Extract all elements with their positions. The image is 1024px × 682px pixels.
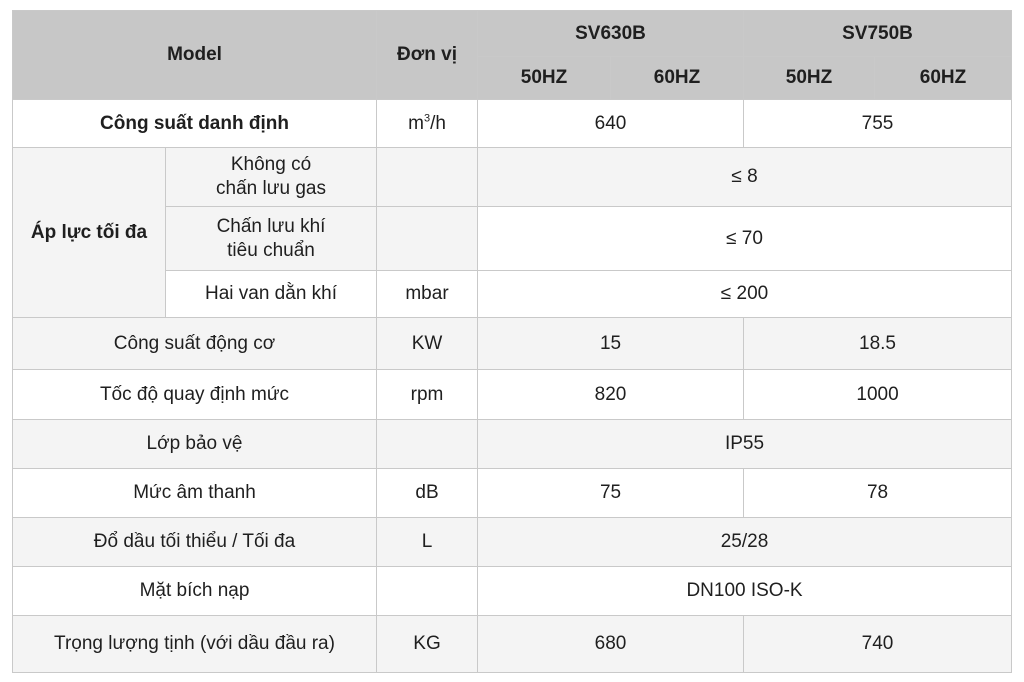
label-rated-capacity: Công suất danh định: [13, 100, 377, 148]
value-inlet-flange: DN100 ISO-K: [478, 567, 1012, 616]
label-motor-power: Công suất động cơ: [13, 318, 377, 370]
label-max-pressure: Áp lực tối đa: [13, 148, 166, 318]
unit-oil-fill: L: [377, 518, 478, 567]
row-noise-level: [13, 469, 1012, 518]
value-net-weight-sv630b: 680: [478, 616, 744, 673]
value-std-gas-ballast: ≤ 70: [478, 207, 1012, 271]
header-model: Model: [13, 11, 377, 100]
row-rated-capacity: [13, 100, 1012, 148]
header-freq-sv630b-60hz: 60HZ: [611, 57, 744, 100]
unit-std-gas-ballast: [377, 207, 478, 271]
header-freq-sv750b-50hz: 50HZ: [744, 57, 875, 100]
unit-inlet-flange: [377, 567, 478, 616]
unit-noise-level: dB: [377, 469, 478, 518]
row-max-pressure-no-ballast: [13, 148, 1012, 207]
header-row-models: [13, 11, 1012, 57]
value-rated-capacity-sv630b: 640: [478, 100, 744, 148]
value-net-weight-sv750b: 740: [744, 616, 1012, 673]
label-rated-speed: Tốc độ quay định mức: [13, 370, 377, 420]
unit-rated-speed: rpm: [377, 370, 478, 420]
label-two-ballast-valves: Hai van dằn khí: [166, 271, 377, 318]
label-std-gas-ballast: Chấn lưu khí tiêu chuẩn: [166, 207, 377, 271]
value-noise-level-sv750b: 78: [744, 469, 1012, 518]
label-noise-level: Mức âm thanh: [13, 469, 377, 518]
row-motor-power: [13, 318, 1012, 370]
spec-table: [12, 10, 1012, 673]
label-oil-fill: Đổ dầu tối thiểu / Tối đa: [13, 518, 377, 567]
header-unit: Đơn vị: [377, 11, 478, 100]
unit-protection-class: [377, 420, 478, 469]
label-net-weight: Trọng lượng tịnh (với dầu đầu ra): [13, 616, 377, 673]
unit-pressure: mbar: [377, 271, 478, 318]
label-inlet-flange: Mặt bích nạp: [13, 567, 377, 616]
value-no-gas-ballast: ≤ 8: [478, 148, 1012, 207]
header-freq-sv750b-60hz: 60HZ: [875, 57, 1012, 100]
unit-no-gas-ballast: [377, 148, 478, 207]
value-rated-speed-sv630b: 820: [478, 370, 744, 420]
value-motor-power-sv750b: 18.5: [744, 318, 1012, 370]
value-motor-power-sv630b: 15: [478, 318, 744, 370]
header-model-sv750b: SV750B: [744, 11, 1012, 57]
unit-motor-power: KW: [377, 318, 478, 370]
row-protection-class: [13, 420, 1012, 469]
value-oil-fill: 25/28: [478, 518, 1012, 567]
row-net-weight: [13, 616, 1012, 673]
value-rated-capacity-sv750b: 755: [744, 100, 1012, 148]
value-rated-speed-sv750b: 1000: [744, 370, 1012, 420]
header-model-sv630b: SV630B: [478, 11, 744, 57]
row-inlet-flange: [13, 567, 1012, 616]
label-protection-class: Lớp bảo vệ: [13, 420, 377, 469]
row-oil-fill: [13, 518, 1012, 567]
unit-rated-capacity: $m^3/h$: [377, 100, 478, 148]
label-no-gas-ballast: Không có chấn lưu gas: [166, 148, 377, 207]
unit-net-weight: KG: [377, 616, 478, 673]
header-freq-sv630b-50hz: 50HZ: [478, 57, 611, 100]
value-noise-level-sv630b: 75: [478, 469, 744, 518]
value-two-ballast-valves: ≤ 200: [478, 271, 1012, 318]
row-rated-speed: [13, 370, 1012, 420]
value-protection-class: IP55: [478, 420, 1012, 469]
